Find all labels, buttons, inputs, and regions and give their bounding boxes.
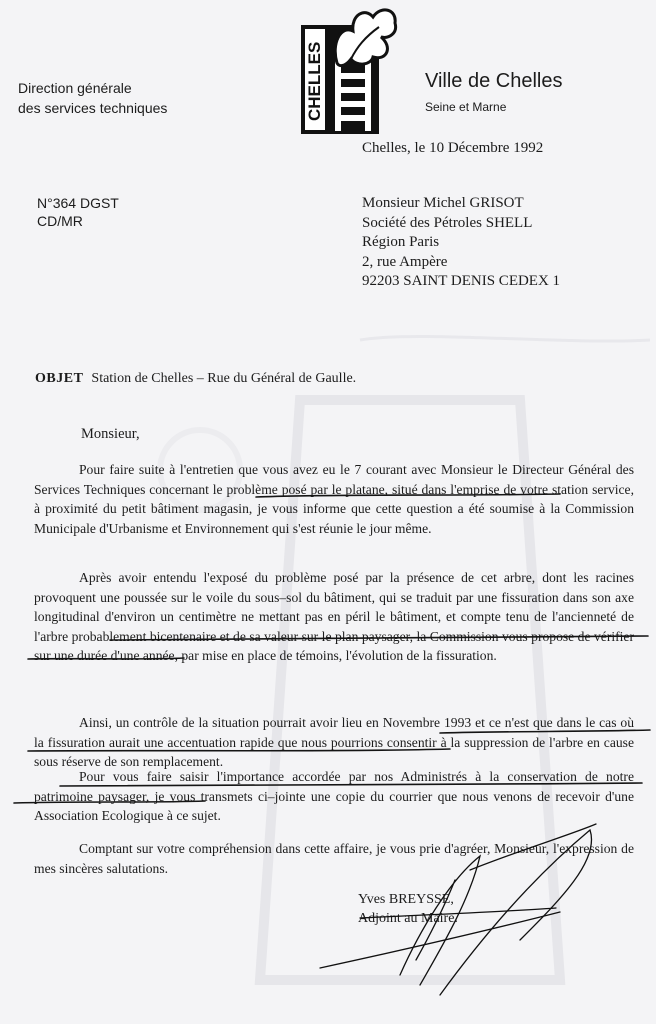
subject-line	[35, 371, 356, 387]
recipient-address	[362, 194, 560, 292]
body-paragraph-5: Comptant sur votre compréhension dans cette affaire, je vous prie d'agréer, Monsieur, l'expression de mes sincères salutations.	[34, 841, 634, 876]
recipient-name: Monsieur Michel GRISOT	[362, 195, 524, 211]
body-paragraph-1: Pour faire suite à l'entretien que vous avez eu le 7 courant avec Monsieur le Directeur Général des Services Techniques concernant le problème posé par le platane, situé dans l'emprise de votre station service, à proximité du petit bâtiment magasin, je vous informe que cette question a été soumise à la Commission Municipale d'Urbanisme et Environnement qui s'est réunie le jour même.	[34, 462, 634, 536]
city-name: Ville de Chelles	[425, 70, 563, 92]
subject-label: OBJET	[35, 371, 84, 386]
recipient-street: 2, rue Ampère	[362, 253, 448, 270]
signature-block	[358, 890, 458, 928]
body-paragraph-4: Pour vous faire saisir l'importance accordée par nos Administrés à la conservation de notre patrimoine paysager, je vous transmets ci–jointe une copie du courrier que nous venons de recevoir d'une Association Ecologique à ce sujet.	[34, 769, 634, 823]
department-line-1: Direction générale	[18, 80, 132, 96]
letter-date: Chelles, le 10 Décembre 1992	[362, 140, 544, 156]
department-header	[18, 78, 167, 118]
body-paragraph-3: Ainsi, un contrôle de la situation pourrait avoir lieu en Novembre 1993 et ce n'est que dans le cas où la fissuration aurait une accentuation rapide que nous pourrions consentir à la suppression de l'arbre en cause sous réserve de son remplacement.	[34, 715, 634, 769]
subject-text: Station de Chelles – Rue du Général de Gaulle.	[91, 371, 357, 386]
reference-number: N°364 DGST	[37, 195, 119, 211]
chelles-logo	[301, 3, 398, 134]
reference-block	[37, 194, 119, 230]
signatory-title: Adjoint au Maire.	[358, 911, 458, 926]
body-paragraph-2: Après avoir entendu l'exposé du problème posé par la présence de cet arbre, dont les racines provoquent une poussée sur le voile du sous–sol du bâtiment, qui se traduit par une fissuration dans son axe longitudinal d'environ un centimètre ne mettant pas en péril le bâtiment, et compte tenu de l'ancienneté de l'arbre probablement bicentenaire et de sa valeur sur le plan paysager, la Commission vous propose de vérifier sur une durée d'une année, par mise en place de témoins, l'évolution de la fissuration.	[34, 570, 634, 663]
logo-text: CHELLES	[305, 41, 324, 121]
signatory-name: Yves BREYSSE,	[358, 892, 454, 907]
recipient-company: Société des Pétroles SHELL	[362, 214, 533, 231]
reference-initials: CD/MR	[37, 213, 83, 229]
department-line-2: des services techniques	[18, 100, 168, 116]
salutation: Monsieur,	[81, 426, 140, 442]
recipient-region: Région Paris	[362, 234, 440, 250]
recipient-city: 92203 SAINT DENIS CEDEX 1	[362, 273, 561, 289]
department-name: Seine et Marne	[425, 100, 507, 114]
